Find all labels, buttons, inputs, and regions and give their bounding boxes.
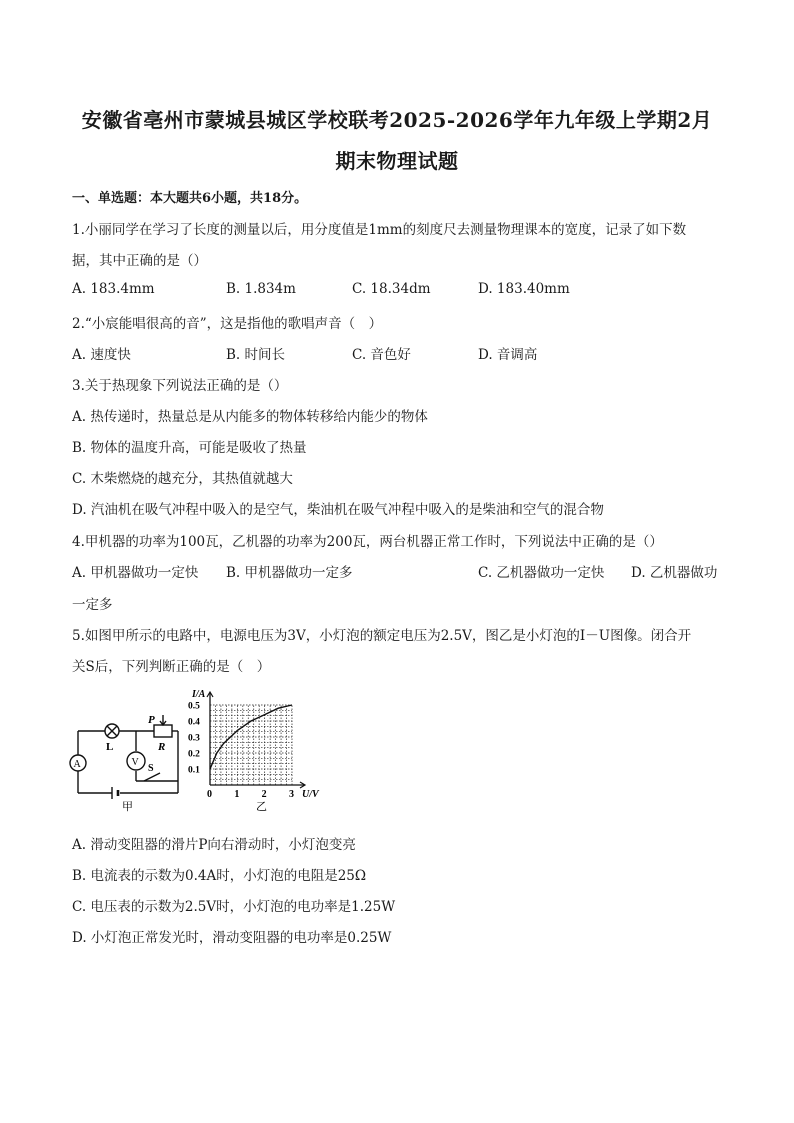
q4-option-b: B. 甲机器做功一定多 [226, 565, 353, 581]
doc-title-line1: 安徽省亳州市蒙城县城区学校联考2025-2026学年九年级上学期2月 [81, 108, 713, 132]
q2-option-d: D. 音调高 [478, 347, 538, 363]
q5-option-a: A. 滑动变阻器的滑片P向右滑动时，小灯泡变亮 [72, 837, 356, 853]
y-tick-label: 0.4 [188, 717, 200, 728]
lamp-icon [105, 724, 119, 738]
q1-option-c: C. 18.34dm [352, 281, 431, 297]
circuit-slider-label: P [148, 714, 155, 726]
q5-option-d: D. 小灯泡正常发光时，滑动变阻器的电功率是0.25W [72, 930, 392, 946]
q4-option-d: D. 乙机器做功 [631, 565, 718, 581]
q3-option-d: D. 汽油机在吸气冲程中吸入的是空气，柴油机在吸气冲程中吸入的是柴油和空气的混合物 [72, 502, 604, 518]
q5-stem-line2: 关S后，下列判断正确的是（ ） [72, 659, 271, 675]
q3-option-b: B. 物体的温度升高，可能是吸收了热量 [72, 440, 307, 456]
circuit-caption: 甲 [122, 801, 133, 813]
iu-chart [188, 689, 320, 800]
section-heading: 一、单选题：本大题共6小题，共18分。 [72, 191, 308, 206]
y-tick-label: 0.3 [188, 733, 200, 744]
circuit-diagram [78, 715, 178, 793]
q5-stem-line1: 5.如图甲所示的电路中，电源电压为3V，小灯泡的额定电压为2.5V，图乙是小灯泡的I－U图像。闭合开 [72, 628, 692, 644]
y-tick-label: 0.5 [188, 701, 200, 712]
q1-stem-line2: 据，其中正确的是（） [72, 253, 207, 269]
graph-caption: 乙 [256, 801, 267, 813]
q5-option-c: C. 电压表的示数为2.5V时，小灯泡的电功率是1.25W [72, 899, 396, 915]
y-tick-label: 0.1 [188, 765, 200, 776]
y-tick-label: 0.2 [188, 749, 200, 760]
q2-stem: 2.“小宸能唱很高的音”，这是指他的歌唱声音（ ） [72, 316, 383, 332]
q2-option-a: A. 速度快 [72, 347, 131, 363]
q3-option-c: C. 木柴燃烧的越充分，其热值就越大 [72, 471, 293, 487]
circuit-ammeter-label: A [73, 759, 81, 770]
q1-stem-line1: 1.小丽同学在学习了长度的测量以后，用分度值是1mm的刻度尺去测量物理课本的宽度，记录了如下数 [72, 222, 687, 238]
q3-option-a: A. 热传递时，热量总是从内能多的物体转移给内能少的物体 [72, 409, 428, 425]
q4-option-c: C. 乙机器做功一定快 [478, 565, 605, 581]
q2-option-c: C. 音色好 [352, 347, 411, 363]
circuit-switch-label: S [148, 763, 154, 774]
battery-icon [112, 787, 118, 799]
q5-figure [68, 683, 328, 817]
circuit-lamp-label: L [106, 741, 114, 753]
doc-title-line2: 期末物理试题 [335, 149, 459, 173]
q4-option-d-cont: 一定多 [72, 597, 113, 613]
x-tick-label: 1 [234, 789, 240, 800]
x-tick-label: 3 [289, 789, 294, 800]
q3-stem: 3.关于热现象下列说法正确的是（） [72, 378, 288, 394]
q5-option-b: B. 电流表的示数为0.4A时，小灯泡的电阻是25Ω [72, 868, 367, 884]
circuit-resistor-label: R [158, 741, 166, 753]
x-tick-label: 0 [207, 789, 212, 800]
x-axis-label: U/V [302, 789, 319, 800]
q4-stem: 4.甲机器的功率为100瓦，乙机器的功率为200瓦，两台机器正常工作时，下列说法中正确的是（） [72, 534, 663, 550]
q2-option-b: B. 时间长 [226, 347, 286, 363]
q1-option-b: B. 1.834m [226, 281, 296, 297]
circuit-voltmeter-label: V [131, 757, 139, 768]
q4-option-a: A. 甲机器做功一定快 [72, 565, 199, 581]
q1-option-d: D. 183.40mm [478, 281, 570, 297]
q5-figure-svg [68, 683, 328, 813]
q1-option-a: A. 183.4mm [72, 281, 155, 297]
x-tick-label: 2 [261, 789, 267, 800]
y-axis-label: I/A [192, 689, 206, 700]
